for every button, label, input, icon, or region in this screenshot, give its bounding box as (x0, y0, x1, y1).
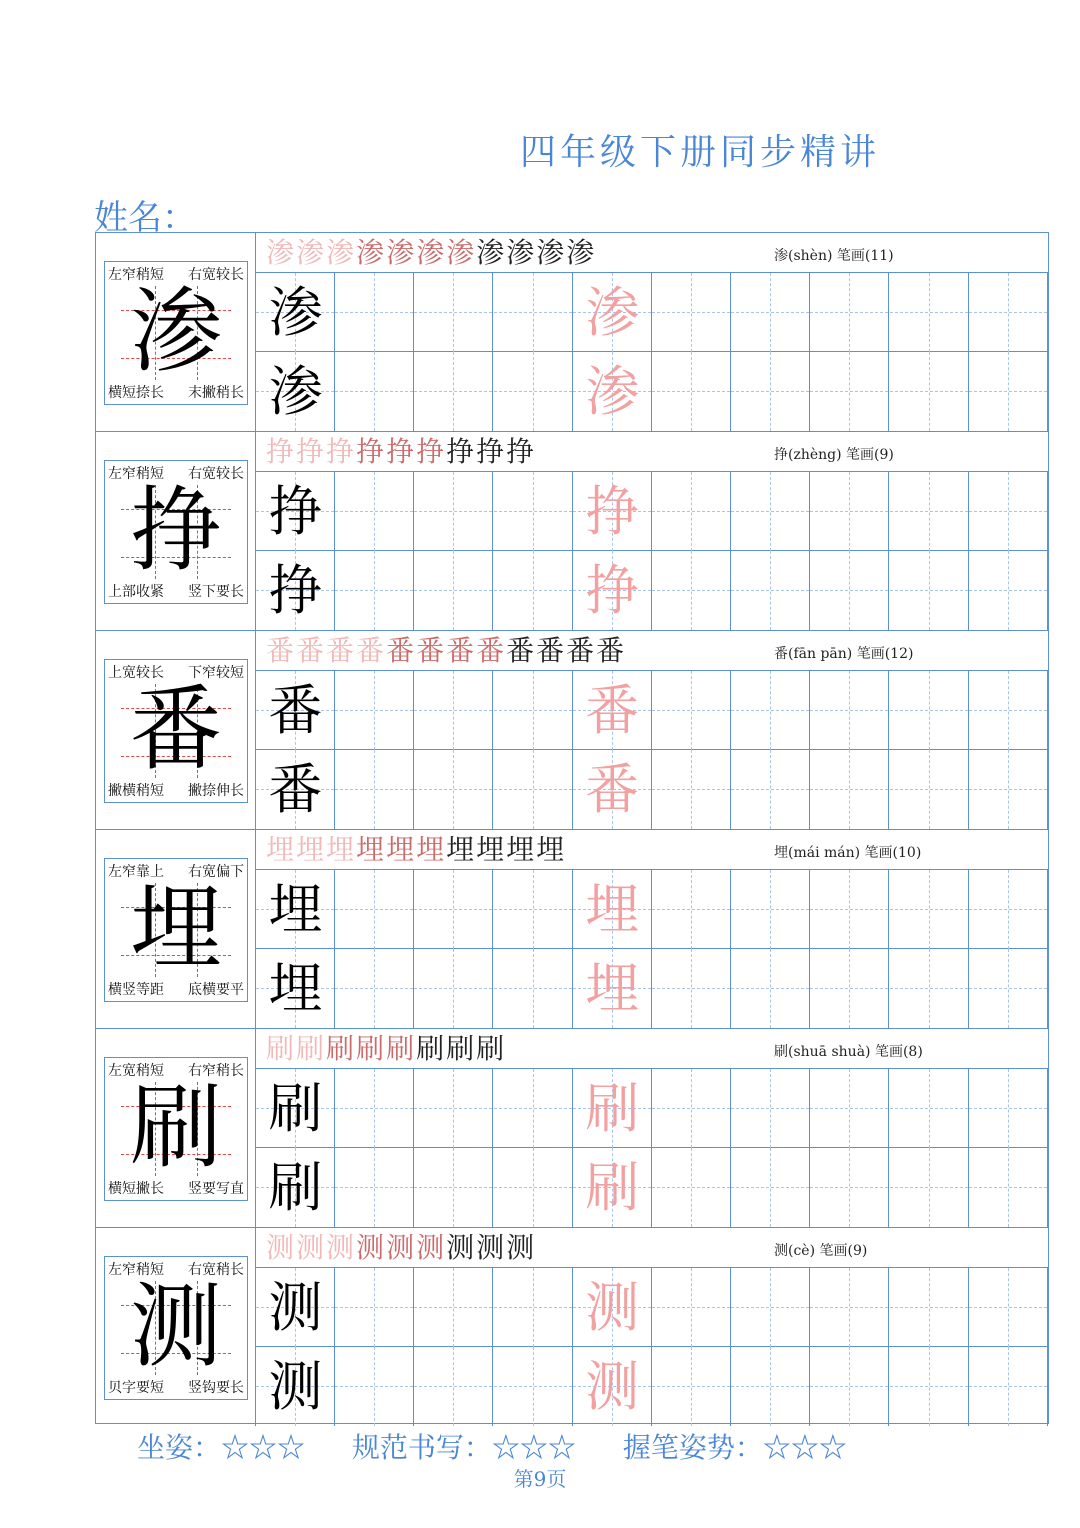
stroke-step: 刷 (296, 1032, 327, 1065)
writing-tip: 下窄较短 (188, 665, 244, 681)
practice-cell[interactable] (414, 870, 493, 949)
stroke-step: 埋 (446, 833, 477, 866)
practice-cell[interactable] (969, 949, 1048, 1028)
practice-cell[interactable] (652, 1268, 731, 1347)
practice-grid-row (256, 1148, 1048, 1227)
demo-box (104, 1256, 248, 1400)
stroke-step: 埋 (386, 833, 417, 866)
stroke-step: 埋 (506, 833, 537, 866)
writing-tip: 右窄稍长 (188, 1063, 244, 1079)
demo-box (104, 261, 248, 405)
practice-cell[interactable] (494, 1347, 573, 1426)
pinyin-stroke-info: 埋(mái mán) 笔画(10) (774, 845, 922, 861)
stroke-step: 番 (416, 634, 447, 667)
stroke-order-row (256, 631, 1048, 671)
model-character: 渗 (268, 281, 323, 344)
writing-tip: 横短撇长 (108, 1181, 164, 1197)
practice-cell[interactable] (731, 949, 810, 1028)
practice-cell[interactable] (256, 671, 335, 750)
practice-cell[interactable] (256, 551, 335, 630)
stroke-step: 番 (296, 634, 327, 667)
writing-tip: 左窄稍短 (108, 466, 164, 482)
writing-tip: 竖下要长 (188, 584, 244, 600)
stroke-step: 番 (356, 634, 387, 667)
writing-tip: 末撇稍长 (188, 385, 244, 401)
practice-cell[interactable] (256, 750, 335, 829)
stroke-step: 埋 (266, 833, 297, 866)
grip-rating: 握笔姿势：☆☆☆ (622, 1431, 847, 1464)
practice-cell[interactable] (969, 352, 1048, 431)
practice-cell[interactable] (731, 1268, 810, 1347)
stroke-step: 刷 (476, 1032, 507, 1065)
tracing-character: 埋 (585, 878, 640, 941)
practice-grid-row (256, 750, 1048, 829)
stroke-step: 挣 (506, 435, 537, 468)
stroke-step: 埋 (296, 833, 327, 866)
stroke-step: 埋 (356, 833, 387, 866)
stroke-step: 埋 (326, 833, 357, 866)
practice-cell[interactable] (890, 750, 969, 829)
practice-grid-row (256, 352, 1048, 431)
writing-tip: 底横要平 (188, 982, 244, 998)
writing-tip: 左窄稍短 (108, 1262, 164, 1278)
practice-grid-row (256, 551, 1048, 630)
practice-cell[interactable] (573, 671, 652, 750)
practice-cell[interactable] (573, 472, 652, 551)
practice-cell[interactable] (969, 1347, 1048, 1426)
model-character: 测 (268, 1355, 323, 1418)
practice-cell[interactable] (731, 273, 810, 352)
tracing-character: 刷 (585, 1077, 640, 1140)
stroke-step: 刷 (446, 1032, 477, 1065)
stroke-order-sequence (266, 434, 536, 470)
character-block (96, 233, 1048, 432)
demo-cell (96, 631, 256, 829)
stroke-step: 渗 (536, 236, 567, 269)
stroke-step: 挣 (476, 435, 507, 468)
practice-cell[interactable] (890, 949, 969, 1028)
practice-cell[interactable] (256, 352, 335, 431)
practice-cell[interactable] (494, 551, 573, 630)
practice-cell[interactable] (969, 870, 1048, 949)
practice-cell[interactable] (335, 1347, 414, 1426)
practice-cell[interactable] (810, 472, 889, 551)
practice-cell[interactable] (335, 273, 414, 352)
practice-grid-row (256, 1347, 1048, 1426)
practice-grid-row (256, 949, 1048, 1028)
stroke-step: 测 (356, 1231, 387, 1264)
model-character: 埋 (268, 878, 323, 941)
practice-cell[interactable] (494, 1268, 573, 1347)
demo-box (104, 1057, 248, 1201)
practice-cell[interactable] (969, 551, 1048, 630)
stroke-step: 埋 (536, 833, 567, 866)
demo-box (104, 858, 248, 1002)
demo-character: 渗 (129, 278, 222, 385)
stroke-order-sequence (266, 1031, 506, 1067)
character-block (96, 631, 1048, 830)
stroke-step: 渗 (266, 236, 297, 269)
practice-cell[interactable] (890, 1268, 969, 1347)
stroke-step: 番 (326, 634, 357, 667)
practice-cell[interactable] (969, 750, 1048, 829)
practice-cell[interactable] (731, 750, 810, 829)
practice-cell[interactable] (335, 352, 414, 431)
writing-tip: 左宽稍短 (108, 1063, 164, 1079)
page-title: 四年级下册同步精讲 (520, 132, 881, 173)
practice-cell[interactable] (414, 949, 493, 1028)
practice-cell[interactable] (335, 1268, 414, 1347)
practice-cell[interactable] (573, 1069, 652, 1148)
practice-cell[interactable] (652, 750, 731, 829)
character-block (96, 1029, 1048, 1228)
stroke-step: 刷 (416, 1032, 447, 1065)
practice-cell[interactable] (494, 870, 573, 949)
practice-cell[interactable] (890, 1069, 969, 1148)
pinyin-stroke-info: 挣(zhèng) 笔画(9) (774, 447, 894, 463)
model-character: 挣 (268, 559, 323, 622)
model-character: 埋 (268, 957, 323, 1020)
character-block (96, 1228, 1048, 1427)
stroke-order-sequence (266, 832, 566, 868)
practice-cell[interactable] (969, 472, 1048, 551)
practice-cell[interactable] (335, 1069, 414, 1148)
stroke-order-row (256, 1228, 1048, 1268)
stroke-step: 测 (266, 1231, 297, 1264)
model-character: 番 (268, 679, 323, 742)
practice-cell[interactable] (335, 551, 414, 630)
stroke-step: 挣 (446, 435, 477, 468)
practice-cell[interactable] (494, 1148, 573, 1227)
practice-cell[interactable] (573, 750, 652, 829)
practice-cell[interactable] (335, 870, 414, 949)
demo-character: 埋 (129, 875, 222, 982)
stroke-order-row (256, 830, 1048, 870)
writing-tip: 上宽较长 (108, 665, 164, 681)
demo-character: 刷 (129, 1074, 222, 1181)
practice-cell[interactable] (494, 472, 573, 551)
practice-cell[interactable] (731, 1069, 810, 1148)
practice-cell[interactable] (494, 352, 573, 431)
tracing-character: 渗 (585, 360, 640, 423)
writing-tip: 贝字要短 (108, 1380, 164, 1396)
character-block (96, 432, 1048, 631)
practice-cell[interactable] (652, 352, 731, 431)
practice-cell[interactable] (731, 671, 810, 750)
practice-cell[interactable] (810, 1347, 889, 1426)
stroke-step: 挣 (326, 435, 357, 468)
tracing-character: 测 (585, 1355, 640, 1418)
stroke-step: 渗 (476, 236, 507, 269)
writing-rating: 规范书写：☆☆☆ (351, 1431, 576, 1464)
practice-cell[interactable] (652, 1347, 731, 1426)
tracing-character: 测 (585, 1276, 640, 1339)
practice-cell[interactable] (414, 750, 493, 829)
practice-sheet (95, 232, 1049, 1424)
practice-cell[interactable] (494, 1069, 573, 1148)
stroke-step: 挣 (296, 435, 327, 468)
practice-cell[interactable] (414, 551, 493, 630)
demo-box (104, 659, 248, 803)
writing-tip: 上部收紧 (108, 584, 164, 600)
stroke-step: 番 (536, 634, 567, 667)
stroke-step: 测 (506, 1231, 537, 1264)
practice-cell[interactable] (414, 671, 493, 750)
practice-cell[interactable] (573, 949, 652, 1028)
practice-grid-row (256, 472, 1048, 551)
practice-cell[interactable] (810, 949, 889, 1028)
tracing-character: 挣 (585, 559, 640, 622)
practice-cell[interactable] (414, 1347, 493, 1426)
stroke-step: 挣 (416, 435, 447, 468)
practice-cell[interactable] (256, 949, 335, 1028)
writing-tip: 右宽较长 (188, 466, 244, 482)
practice-grid-row (256, 671, 1048, 750)
stroke-step: 番 (386, 634, 417, 667)
practice-grid-row (256, 870, 1048, 949)
tracing-character: 番 (585, 679, 640, 742)
model-character: 番 (268, 758, 323, 821)
practice-cell[interactable] (731, 551, 810, 630)
practice-cell[interactable] (573, 1148, 652, 1227)
tracing-character: 埋 (585, 957, 640, 1020)
practice-cell[interactable] (414, 273, 493, 352)
stroke-step: 番 (476, 634, 507, 667)
writing-tip: 横短捺长 (108, 385, 164, 401)
practice-cell[interactable] (969, 1268, 1048, 1347)
practice-cell[interactable] (890, 472, 969, 551)
stroke-step: 埋 (416, 833, 447, 866)
stroke-step: 测 (446, 1231, 477, 1264)
practice-cell[interactable] (731, 352, 810, 431)
practice-cell[interactable] (810, 750, 889, 829)
practice-cell[interactable] (652, 551, 731, 630)
practice-cell[interactable] (890, 1347, 969, 1426)
practice-cell[interactable] (494, 750, 573, 829)
stroke-step: 渗 (416, 236, 447, 269)
practice-cell[interactable] (890, 1148, 969, 1227)
stroke-step: 刷 (326, 1032, 357, 1065)
writing-tip: 撇横稍短 (108, 783, 164, 799)
writing-tip: 撇捺伸长 (188, 783, 244, 799)
practice-grid-row (256, 1069, 1048, 1148)
practice-cell[interactable] (969, 1148, 1048, 1227)
practice-cell[interactable] (810, 1148, 889, 1227)
practice-cell[interactable] (573, 1347, 652, 1426)
model-character: 挣 (268, 480, 323, 543)
demo-character: 测 (129, 1273, 222, 1380)
stroke-step: 渗 (296, 236, 327, 269)
practice-grid-row (256, 273, 1048, 352)
practice-cell[interactable] (494, 273, 573, 352)
practice-cell[interactable] (810, 671, 889, 750)
practice-cell[interactable] (573, 870, 652, 949)
practice-cell[interactable] (414, 1069, 493, 1148)
practice-cell[interactable] (335, 472, 414, 551)
stroke-step: 挣 (266, 435, 297, 468)
stroke-step: 番 (566, 634, 597, 667)
practice-cell[interactable] (256, 273, 335, 352)
stroke-step: 测 (326, 1231, 357, 1264)
demo-character: 挣 (129, 477, 222, 584)
model-character: 刷 (268, 1077, 323, 1140)
practice-cell[interactable] (652, 273, 731, 352)
demo-cell (96, 830, 256, 1028)
tracing-character: 挣 (585, 480, 640, 543)
practice-cell[interactable] (890, 870, 969, 949)
page-number: 第9页 (513, 1467, 567, 1491)
practice-cell[interactable] (890, 273, 969, 352)
stroke-order-sequence (266, 633, 626, 669)
pinyin-stroke-info: 渗(shèn) 笔画(11) (774, 248, 894, 264)
practice-cell[interactable] (969, 273, 1048, 352)
practice-cell[interactable] (414, 352, 493, 431)
stroke-order-sequence (266, 235, 596, 271)
stroke-step: 刷 (266, 1032, 297, 1065)
pinyin-stroke-info: 番(fān pān) 笔画(12) (774, 646, 914, 662)
character-block (96, 830, 1048, 1029)
practice-cell[interactable] (414, 472, 493, 551)
writing-tip: 右宽较长 (188, 267, 244, 283)
demo-character: 番 (129, 676, 222, 783)
practice-cell[interactable] (652, 671, 731, 750)
practice-cell[interactable] (256, 1069, 335, 1148)
writing-tip: 竖要写直 (188, 1181, 244, 1197)
practice-cell[interactable] (256, 472, 335, 551)
practice-cell[interactable] (890, 352, 969, 431)
practice-cell[interactable] (414, 1268, 493, 1347)
practice-cell[interactable] (810, 551, 889, 630)
practice-cell[interactable] (652, 870, 731, 949)
practice-cell[interactable] (810, 273, 889, 352)
stroke-step: 埋 (476, 833, 507, 866)
practice-cell[interactable] (256, 870, 335, 949)
stroke-order-sequence (266, 1230, 536, 1266)
demo-cell (96, 432, 256, 630)
practice-cell[interactable] (414, 1148, 493, 1227)
practice-cell[interactable] (494, 671, 573, 750)
practice-grid-row (256, 1268, 1048, 1347)
practice-cell[interactable] (810, 1268, 889, 1347)
tracing-character: 渗 (585, 281, 640, 344)
demo-cell (96, 233, 256, 431)
stroke-step: 渗 (386, 236, 417, 269)
tracing-character: 番 (585, 758, 640, 821)
pinyin-stroke-info: 测(cè) 笔画(9) (774, 1243, 868, 1259)
writing-tip: 右宽稍长 (188, 1262, 244, 1278)
demo-cell (96, 1228, 256, 1426)
model-character: 测 (268, 1276, 323, 1339)
practice-cell[interactable] (256, 1347, 335, 1426)
practice-cell[interactable] (573, 1268, 652, 1347)
practice-cell[interactable] (890, 671, 969, 750)
practice-cell[interactable] (810, 352, 889, 431)
stroke-step: 测 (296, 1231, 327, 1264)
posture-rating: 坐姿：☆☆☆ (137, 1431, 306, 1464)
stroke-step: 渗 (446, 236, 477, 269)
practice-cell[interactable] (731, 472, 810, 551)
pinyin-stroke-info: 刷(shuā shuà) 笔画(8) (774, 1044, 923, 1060)
stroke-order-row (256, 432, 1048, 472)
stroke-step: 刷 (356, 1032, 387, 1065)
practice-cell[interactable] (335, 949, 414, 1028)
practice-cell[interactable] (573, 551, 652, 630)
stroke-step: 渗 (506, 236, 537, 269)
practice-cell[interactable] (652, 1069, 731, 1148)
writing-tip: 竖钩要长 (188, 1380, 244, 1396)
demo-box (104, 460, 248, 604)
practice-cell[interactable] (335, 671, 414, 750)
practice-cell[interactable] (969, 671, 1048, 750)
practice-cell[interactable] (810, 1069, 889, 1148)
stroke-step: 刷 (386, 1032, 417, 1065)
writing-tip: 横竖等距 (108, 982, 164, 998)
model-character: 渗 (268, 360, 323, 423)
name-label: 姓名： (94, 198, 196, 238)
stroke-step: 番 (596, 634, 627, 667)
footer-ratings (137, 1426, 885, 1466)
stroke-order-row (256, 233, 1048, 273)
tracing-character: 刷 (585, 1156, 640, 1219)
demo-cell (96, 1029, 256, 1227)
stroke-step: 渗 (566, 236, 597, 269)
stroke-order-row (256, 1029, 1048, 1069)
practice-cell[interactable] (256, 1268, 335, 1347)
stroke-step: 渗 (326, 236, 357, 269)
practice-cell[interactable] (969, 1069, 1048, 1148)
writing-tip: 右宽偏下 (188, 864, 244, 880)
stroke-step: 番 (446, 634, 477, 667)
practice-cell[interactable] (890, 551, 969, 630)
practice-cell[interactable] (573, 352, 652, 431)
stroke-step: 测 (386, 1231, 417, 1264)
practice-cell[interactable] (573, 273, 652, 352)
stroke-step: 测 (416, 1231, 447, 1264)
practice-cell[interactable] (335, 750, 414, 829)
practice-cell[interactable] (731, 1148, 810, 1227)
stroke-step: 番 (266, 634, 297, 667)
model-character: 刷 (268, 1156, 323, 1219)
practice-cell[interactable] (494, 949, 573, 1028)
practice-cell[interactable] (335, 1148, 414, 1227)
writing-tip: 左窄稍短 (108, 267, 164, 283)
writing-tip: 左窄靠上 (108, 864, 164, 880)
practice-cell[interactable] (256, 1148, 335, 1227)
stroke-step: 测 (476, 1231, 507, 1264)
stroke-step: 挣 (356, 435, 387, 468)
stroke-step: 番 (506, 634, 537, 667)
practice-cell[interactable] (810, 870, 889, 949)
practice-cell[interactable] (652, 1148, 731, 1227)
practice-cell[interactable] (731, 870, 810, 949)
stroke-step: 渗 (356, 236, 387, 269)
stroke-step: 挣 (386, 435, 417, 468)
practice-cell[interactable] (652, 949, 731, 1028)
practice-cell[interactable] (731, 1347, 810, 1426)
practice-cell[interactable] (652, 472, 731, 551)
